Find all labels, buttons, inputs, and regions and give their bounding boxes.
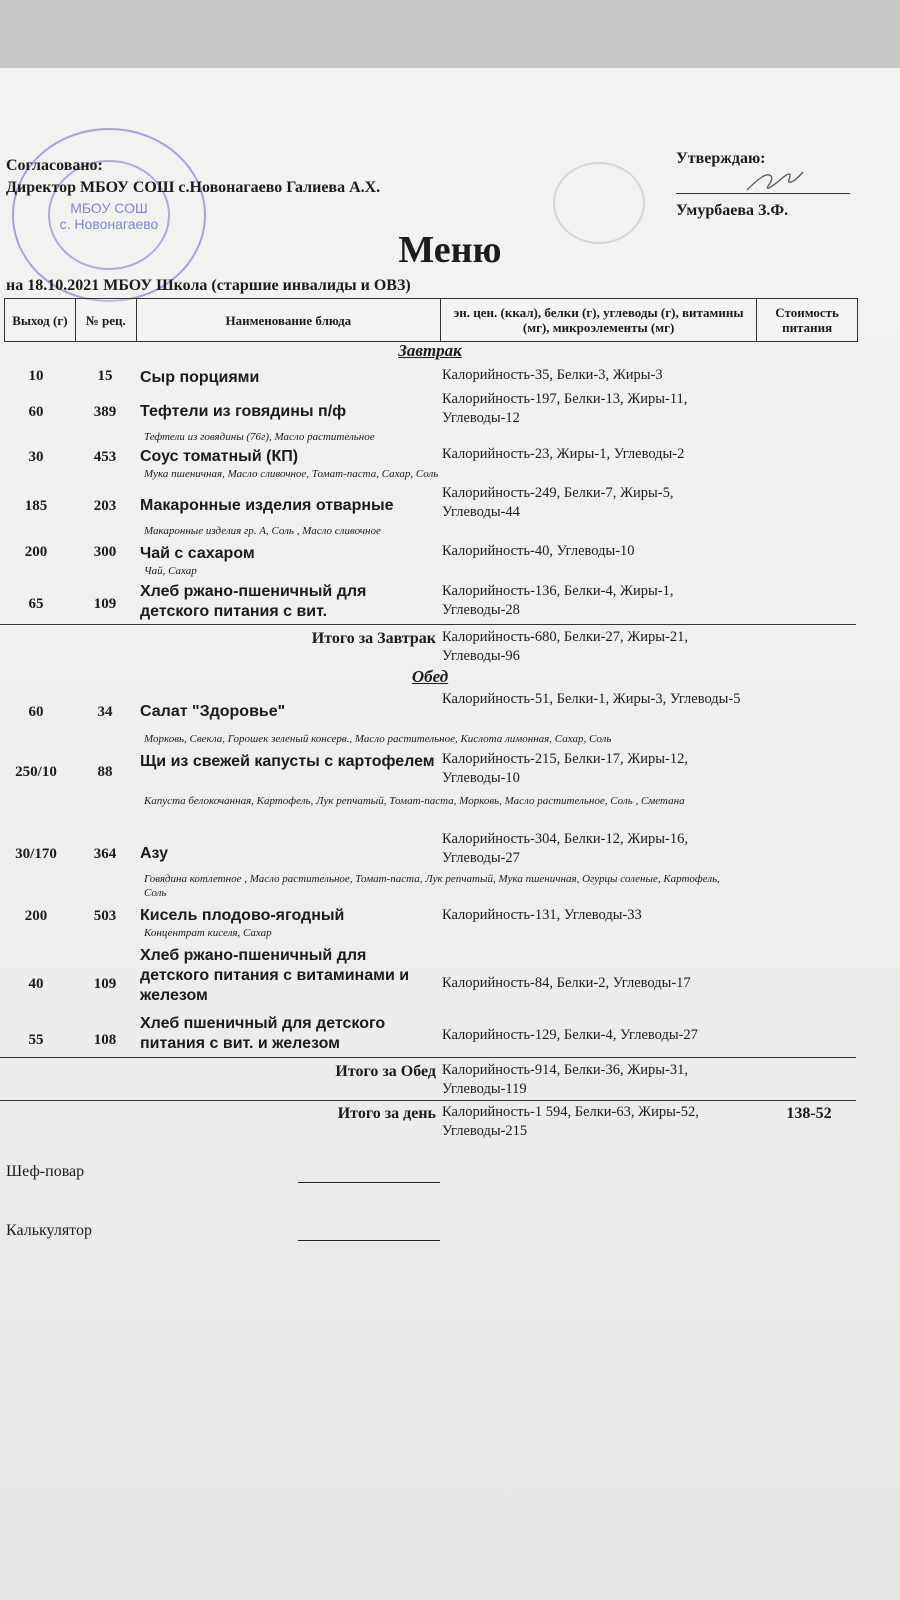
menu-subtitle: на 18.10.2021 МБОУ Школа (старшие инвалиды и ОВЗ): [6, 277, 411, 294]
divider: [0, 624, 856, 625]
divider: [0, 1057, 856, 1058]
col-recipe: № рец.: [76, 299, 137, 341]
agreement-label: Согласовано:: [6, 157, 103, 174]
director-line: Директор МБОУ СОШ с.Новонагаево Галиева А.Х.: [6, 179, 381, 196]
section-lunch: Обед: [411, 667, 449, 686]
col-output: Выход (г): [5, 299, 76, 341]
page-title: Меню: [398, 229, 502, 271]
table-header: [4, 298, 858, 342]
chef-signature-line: [298, 1182, 440, 1183]
col-dish: Наименование блюда: [137, 299, 441, 341]
section-breakfast: Завтрак: [398, 341, 462, 360]
chef-label: Шеф-повар: [6, 1163, 85, 1180]
divider: [0, 1100, 856, 1101]
agreement-block: [6, 155, 380, 199]
school-seal: МБОУ СОШ с. Новонагаево: [12, 128, 206, 302]
approval-block: [676, 148, 789, 219]
approval-label: Утверждаю:: [676, 150, 766, 167]
col-nutrition: эн. цен. (ккал), белки (г), углеводы (г), витамины (мг), микроэлементы (мг): [441, 299, 757, 341]
approver-name: Умурбаева З.Ф.: [676, 202, 789, 219]
day-total-cost: 138-52: [786, 1105, 832, 1122]
signature-mark: [745, 168, 805, 194]
calculator-signature-line: [298, 1240, 440, 1241]
col-cost: Стоимость питания: [775, 305, 839, 335]
calculator-label: Калькулятор: [6, 1222, 92, 1239]
